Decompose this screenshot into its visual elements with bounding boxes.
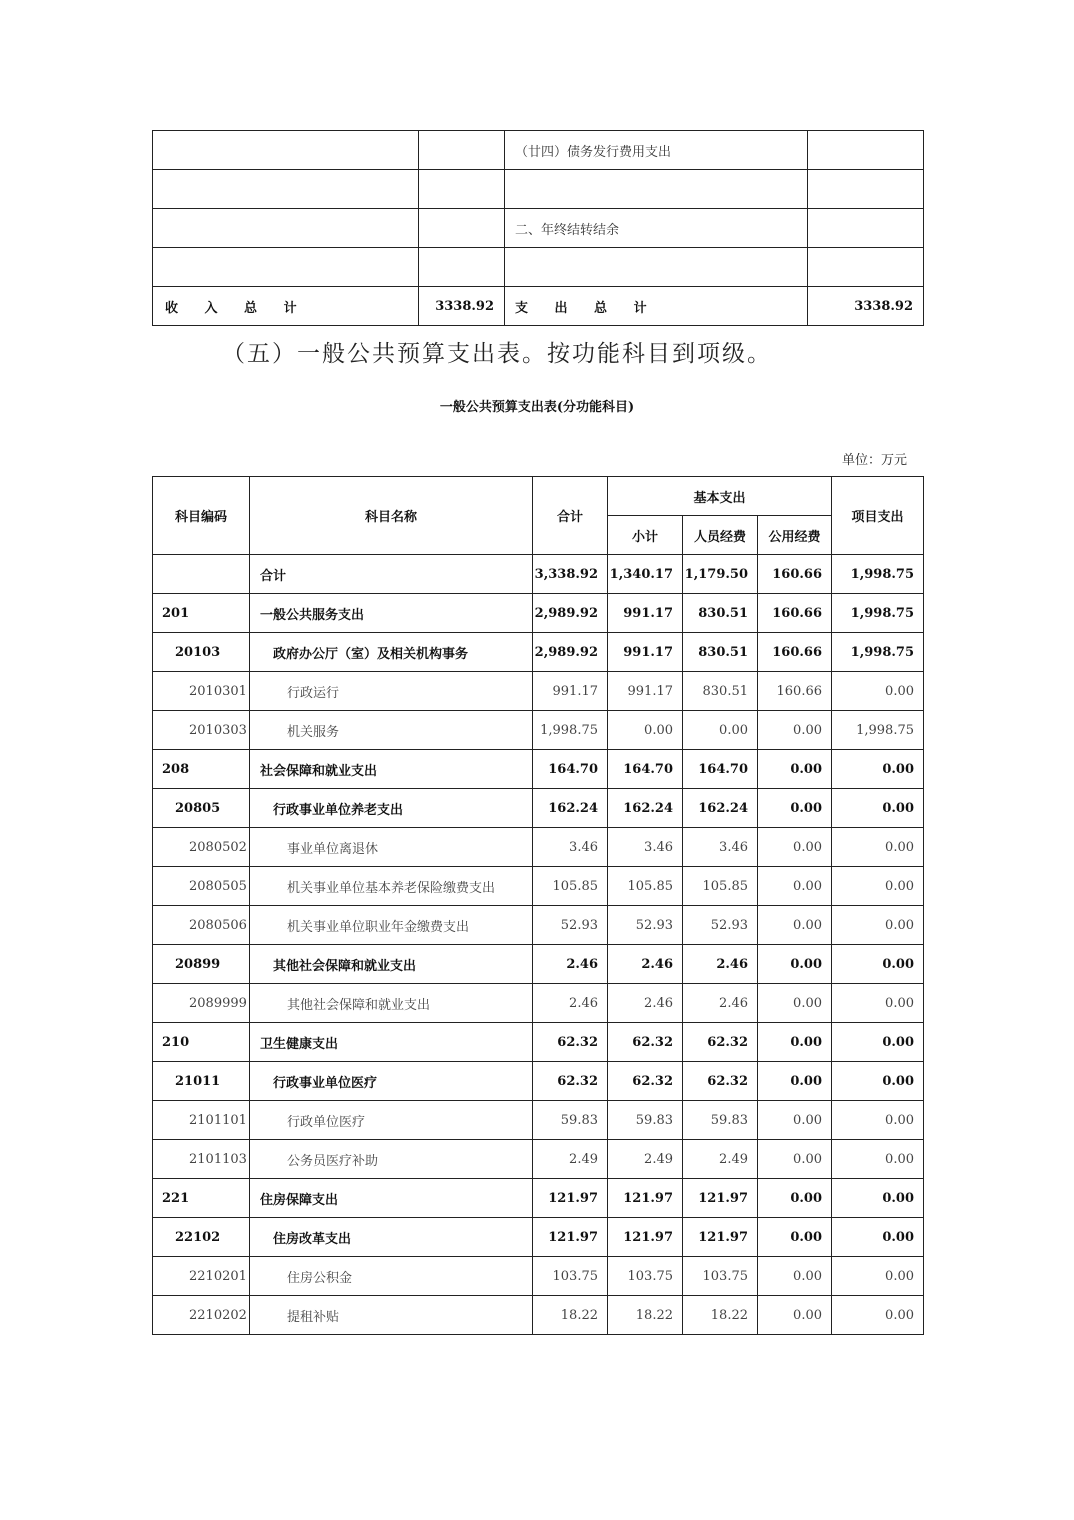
row-project: 0.00 [832, 1140, 924, 1179]
table-body [153, 555, 924, 1335]
expense-total-value: 3338.92 [808, 287, 924, 326]
row-project: 0.00 [832, 1296, 924, 1335]
row-public: 160.66 [758, 555, 832, 594]
row-subtotal: 991.17 [608, 594, 683, 633]
row-subtotal: 18.22 [608, 1296, 683, 1335]
income-total-value: 3338.92 [419, 287, 505, 326]
row-code: 20103 [153, 633, 250, 672]
row-subtotal: 162.24 [608, 789, 683, 828]
row-project: 0.00 [832, 750, 924, 789]
row-personnel: 105.85 [683, 867, 758, 906]
row-name: 机关事业单位基本养老保险缴费支出 [250, 867, 533, 906]
row-project: 0.00 [832, 1218, 924, 1257]
row-project: 0.00 [832, 1101, 924, 1140]
row-total: 103.75 [533, 1257, 608, 1296]
row-subtotal: 164.70 [608, 750, 683, 789]
row-public: 0.00 [758, 1218, 832, 1257]
row-code: 2080505 [153, 867, 250, 906]
row-personnel: 164.70 [683, 750, 758, 789]
table-row [153, 789, 924, 828]
row-name: 住房保障支出 [250, 1179, 533, 1218]
row-personnel: 830.51 [683, 594, 758, 633]
row-code: 22102 [153, 1218, 250, 1257]
row-subtotal: 2.49 [608, 1140, 683, 1179]
row-total: 3,338.92 [533, 555, 608, 594]
table-row [153, 1023, 924, 1062]
row-project: 0.00 [832, 1179, 924, 1218]
row-personnel: 162.24 [683, 789, 758, 828]
row-personnel: 830.51 [683, 672, 758, 711]
row-subtotal: 2.46 [608, 984, 683, 1023]
row-subtotal: 52.93 [608, 906, 683, 945]
row-code: 2080502 [153, 828, 250, 867]
row-code: 201 [153, 594, 250, 633]
header-personnel: 人员经费 [683, 516, 758, 555]
table-row [153, 594, 924, 633]
table-row [153, 209, 924, 248]
row-name: 卫生健康支出 [250, 1023, 533, 1062]
row-name: 住房改革支出 [250, 1218, 533, 1257]
row-total: 162.24 [533, 789, 608, 828]
row-total: 3.46 [533, 828, 608, 867]
row-subtotal: 2.46 [608, 945, 683, 984]
row-personnel: 0.00 [683, 711, 758, 750]
row-project: 0.00 [832, 945, 924, 984]
row-public: 0.00 [758, 1023, 832, 1062]
row-code: 2101101 [153, 1101, 250, 1140]
row-total: 59.83 [533, 1101, 608, 1140]
row-personnel: 52.93 [683, 906, 758, 945]
row-name: 公务员医疗补助 [250, 1140, 533, 1179]
row-name: 行政运行 [250, 672, 533, 711]
table-row [153, 867, 924, 906]
row-total: 121.97 [533, 1179, 608, 1218]
row-personnel: 121.97 [683, 1179, 758, 1218]
header-public: 公用经费 [758, 516, 832, 555]
row-project: 0.00 [832, 984, 924, 1023]
header-project: 项目支出 [832, 477, 924, 555]
row-personnel: 3.46 [683, 828, 758, 867]
row-subtotal: 0.00 [608, 711, 683, 750]
row-name: 事业单位离退休 [250, 828, 533, 867]
table-row [153, 945, 924, 984]
expense-item-label [505, 248, 808, 287]
row-name: 社会保障和就业支出 [250, 750, 533, 789]
row-subtotal: 103.75 [608, 1257, 683, 1296]
row-subtotal: 59.83 [608, 1101, 683, 1140]
row-name: 其他社会保障和就业支出 [250, 945, 533, 984]
row-total: 62.32 [533, 1062, 608, 1101]
budget-expenditure-table [152, 476, 924, 1335]
row-code: 208 [153, 750, 250, 789]
row-subtotal: 3.46 [608, 828, 683, 867]
row-total: 18.22 [533, 1296, 608, 1335]
row-name: 提租补贴 [250, 1296, 533, 1335]
row-personnel: 830.51 [683, 633, 758, 672]
row-total: 52.93 [533, 906, 608, 945]
row-project: 1,998.75 [832, 594, 924, 633]
row-public: 0.00 [758, 828, 832, 867]
row-name: 机关事业单位职业年金缴费支出 [250, 906, 533, 945]
row-subtotal: 1,340.17 [608, 555, 683, 594]
row-name: 合计 [250, 555, 533, 594]
row-project: 0.00 [832, 906, 924, 945]
row-code: 2010301 [153, 672, 250, 711]
row-project: 0.00 [832, 789, 924, 828]
table-row [153, 750, 924, 789]
row-project: 1,998.75 [832, 633, 924, 672]
row-code: 20899 [153, 945, 250, 984]
expense-item-label: 二、年终结转结余 [505, 209, 808, 248]
row-code: 221 [153, 1179, 250, 1218]
row-project: 0.00 [832, 867, 924, 906]
row-name: 其他社会保障和就业支出 [250, 984, 533, 1023]
row-total: 2,989.92 [533, 594, 608, 633]
row-code: 21011 [153, 1062, 250, 1101]
row-total: 2,989.92 [533, 633, 608, 672]
row-project: 1,998.75 [832, 555, 924, 594]
header-name: 科目名称 [250, 477, 533, 555]
table-row [153, 711, 924, 750]
row-code: 2080506 [153, 906, 250, 945]
row-personnel: 62.32 [683, 1062, 758, 1101]
row-name: 政府办公厅（室）及相关机构事务 [250, 633, 533, 672]
table-row [153, 1062, 924, 1101]
row-public: 0.00 [758, 1062, 832, 1101]
row-personnel: 62.32 [683, 1023, 758, 1062]
row-public: 0.00 [758, 789, 832, 828]
row-project: 1,998.75 [832, 711, 924, 750]
summary-total-row [153, 287, 924, 326]
row-name: 住房公积金 [250, 1257, 533, 1296]
header-total: 合计 [533, 477, 608, 555]
row-personnel: 59.83 [683, 1101, 758, 1140]
expense-item-label: （廿四）债务发行费用支出 [505, 131, 808, 170]
row-public: 0.00 [758, 750, 832, 789]
table-row [153, 1296, 924, 1335]
table-row [153, 131, 924, 170]
row-project: 0.00 [832, 828, 924, 867]
row-name: 行政事业单位养老支出 [250, 789, 533, 828]
row-code [153, 555, 250, 594]
section-heading: （五）一般公共预算支出表。按功能科目到项级。 [222, 341, 772, 367]
row-total: 1,998.75 [533, 711, 608, 750]
row-code: 210 [153, 1023, 250, 1062]
expense-total-label: 支 出 总 计 [505, 287, 808, 326]
row-public: 160.66 [758, 633, 832, 672]
row-public: 0.00 [758, 1257, 832, 1296]
row-total: 2.46 [533, 984, 608, 1023]
income-expense-summary-table [152, 130, 924, 326]
table-row [153, 828, 924, 867]
table-row [153, 1101, 924, 1140]
header-row [153, 477, 924, 516]
row-public: 0.00 [758, 1101, 832, 1140]
expense-item-label [505, 170, 808, 209]
row-personnel: 2.46 [683, 984, 758, 1023]
row-total: 2.49 [533, 1140, 608, 1179]
row-personnel: 2.46 [683, 945, 758, 984]
row-subtotal: 121.97 [608, 1218, 683, 1257]
row-total: 164.70 [533, 750, 608, 789]
row-subtotal: 62.32 [608, 1062, 683, 1101]
row-total: 62.32 [533, 1023, 608, 1062]
row-personnel: 2.49 [683, 1140, 758, 1179]
table-row [153, 984, 924, 1023]
table-row [153, 555, 924, 594]
row-total: 991.17 [533, 672, 608, 711]
row-public: 0.00 [758, 906, 832, 945]
row-public: 0.00 [758, 867, 832, 906]
row-name: 行政单位医疗 [250, 1101, 533, 1140]
row-subtotal: 105.85 [608, 867, 683, 906]
row-total: 121.97 [533, 1218, 608, 1257]
row-personnel: 121.97 [683, 1218, 758, 1257]
row-code: 2210202 [153, 1296, 250, 1335]
row-total: 2.46 [533, 945, 608, 984]
table-row [153, 170, 924, 209]
row-public: 160.66 [758, 672, 832, 711]
income-total-label: 收 入 总 计 [153, 287, 419, 326]
row-code: 2101103 [153, 1140, 250, 1179]
table-row [153, 906, 924, 945]
table-row [153, 248, 924, 287]
row-public: 0.00 [758, 1140, 832, 1179]
table-row [153, 1179, 924, 1218]
row-code: 20805 [153, 789, 250, 828]
row-code: 2210201 [153, 1257, 250, 1296]
row-project: 0.00 [832, 1062, 924, 1101]
row-public: 0.00 [758, 1296, 832, 1335]
row-public: 160.66 [758, 594, 832, 633]
row-project: 0.00 [832, 1257, 924, 1296]
row-name: 一般公共服务支出 [250, 594, 533, 633]
header-basic: 基本支出 [608, 477, 832, 516]
row-subtotal: 991.17 [608, 633, 683, 672]
row-public: 0.00 [758, 945, 832, 984]
table-title: 一般公共预算支出表(分功能科目) [439, 400, 635, 415]
row-total: 105.85 [533, 867, 608, 906]
row-code: 2089999 [153, 984, 250, 1023]
row-name: 机关服务 [250, 711, 533, 750]
table-row [153, 633, 924, 672]
row-subtotal: 121.97 [608, 1179, 683, 1218]
row-public: 0.00 [758, 984, 832, 1023]
table-row [153, 1257, 924, 1296]
row-name: 行政事业单位医疗 [250, 1062, 533, 1101]
row-personnel: 18.22 [683, 1296, 758, 1335]
header-code: 科目编码 [153, 477, 250, 555]
row-project: 0.00 [832, 672, 924, 711]
row-personnel: 103.75 [683, 1257, 758, 1296]
row-code: 2010303 [153, 711, 250, 750]
row-project: 0.00 [832, 1023, 924, 1062]
row-public: 0.00 [758, 1179, 832, 1218]
row-subtotal: 62.32 [608, 1023, 683, 1062]
row-subtotal: 991.17 [608, 672, 683, 711]
row-public: 0.00 [758, 711, 832, 750]
table-row [153, 1140, 924, 1179]
header-subtotal: 小计 [608, 516, 683, 555]
table-row [153, 1218, 924, 1257]
unit-label: 单位：万元 [842, 453, 908, 468]
row-personnel: 1,179.50 [683, 555, 758, 594]
table-row [153, 672, 924, 711]
